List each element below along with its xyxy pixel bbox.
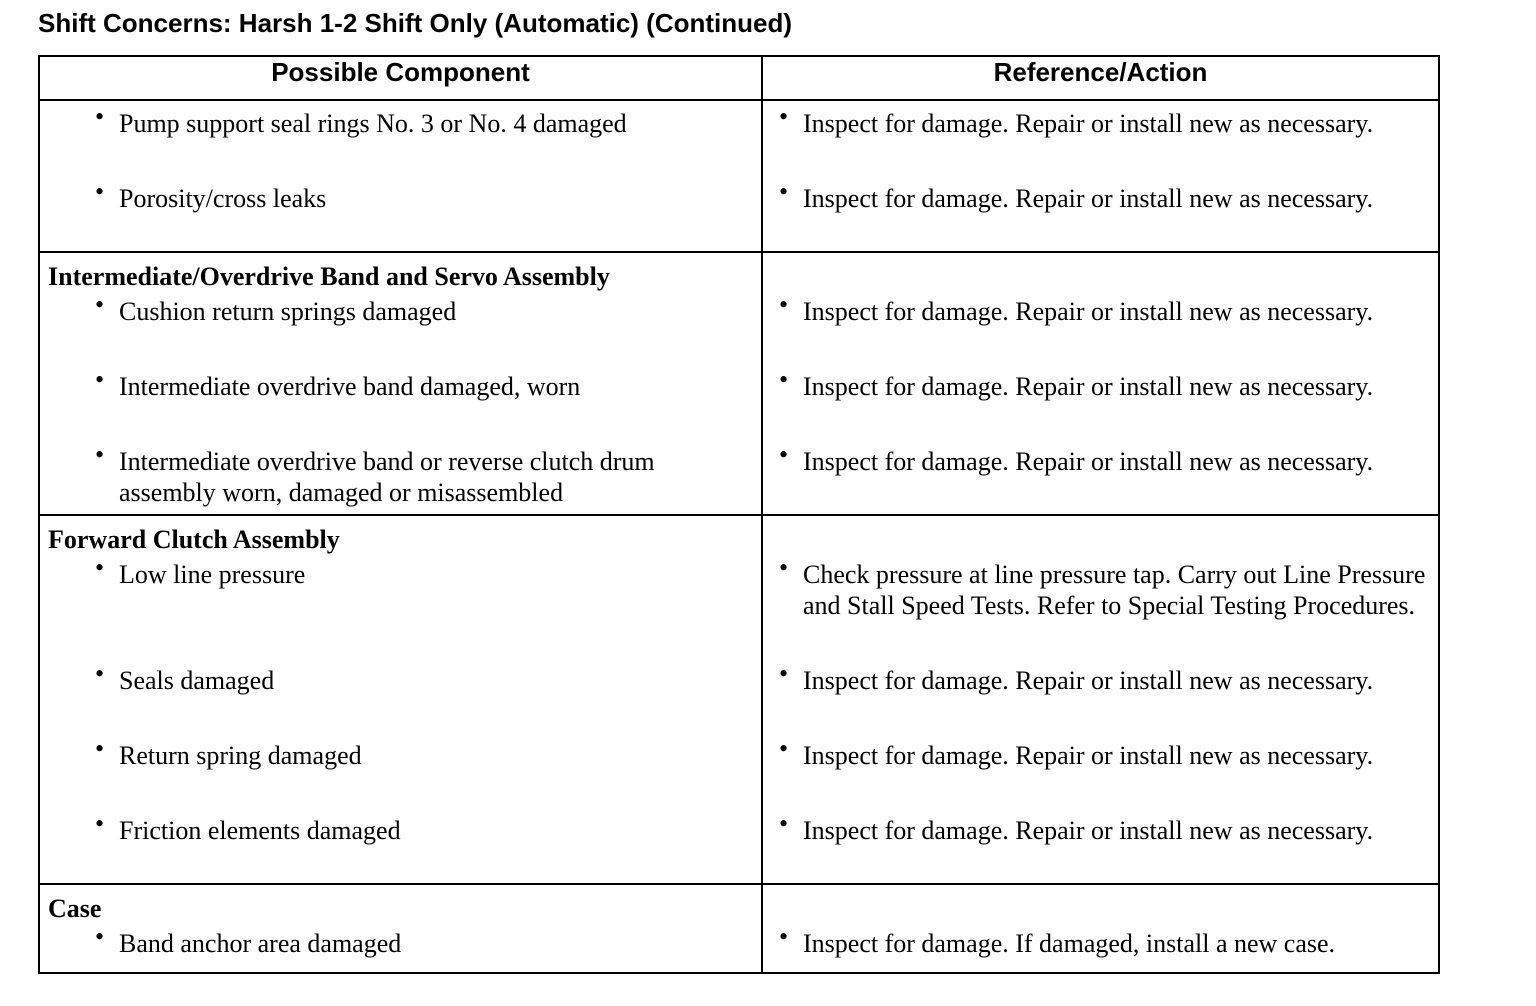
list-item (40, 439, 761, 508)
action-cell (762, 364, 1439, 439)
action-cell-text: Check pressure at line pressure tap. Carry out Line Pressure and Stall Speed Tests. Refer to Special Testing Procedures. (803, 560, 1426, 620)
action-cell (762, 552, 1439, 658)
bullet-icon: • (779, 734, 789, 763)
bullet-icon: • (95, 290, 105, 319)
action-cell (762, 658, 1439, 733)
bullet-icon: • (779, 553, 789, 582)
list-item (763, 733, 1438, 771)
bullet-icon: • (95, 365, 105, 394)
bullet-icon: • (95, 553, 105, 582)
section-header-row (39, 252, 1439, 289)
component-cell-text: Intermediate overdrive band or reverse clutch drum assembly worn, damaged or misassembled (119, 447, 655, 507)
component-cell (39, 658, 762, 733)
list-item (763, 176, 1438, 214)
action-cell-text: Inspect for damage. Repair or install new as necessary. (803, 447, 1374, 476)
component-cell-text: Cushion return springs damaged (119, 297, 457, 326)
section-title: Case (48, 894, 102, 923)
list-item (40, 176, 761, 214)
action-cell (762, 439, 1439, 515)
section-title: Forward Clutch Assembly (48, 525, 340, 554)
bullet-icon: • (779, 102, 789, 131)
component-cell (39, 289, 762, 364)
action-cell-text: Inspect for damage. Repair or install new as necessary. (803, 372, 1374, 401)
bullet-icon: • (779, 290, 789, 319)
list-item (40, 921, 761, 959)
component-cell (39, 364, 762, 439)
action-cell-text: Inspect for damage. Repair or install new as necessary. (803, 666, 1374, 695)
component-cell-text: Friction elements damaged (119, 816, 401, 845)
list-item (763, 439, 1438, 477)
page-title: Shift Concerns: Harsh 1-2 Shift Only (Automatic) (Continued) (38, 8, 793, 38)
section-group (39, 515, 1439, 884)
section-header-empty (762, 884, 1439, 921)
diagnosis-table (38, 55, 1440, 974)
action-cell (762, 289, 1439, 364)
table-row (39, 439, 1439, 515)
section-header-empty (762, 252, 1439, 289)
table-row (39, 289, 1439, 364)
table-row (39, 364, 1439, 439)
bullet-icon: • (95, 809, 105, 838)
table-header (39, 56, 1439, 100)
bullet-icon: • (779, 177, 789, 206)
section-group (39, 252, 1439, 515)
component-cell (39, 921, 762, 973)
bullet-icon: • (95, 734, 105, 763)
component-cell (39, 552, 762, 658)
action-cell (762, 921, 1439, 973)
action-cell-text: Inspect for damage. If damaged, install a new case. (803, 929, 1336, 958)
component-cell-text: Pump support seal rings No. 3 or No. 4 damaged (119, 109, 627, 138)
action-cell-text: Inspect for damage. Repair or install new as necessary. (803, 816, 1374, 845)
action-cell-text: Inspect for damage. Repair or install new as necessary. (803, 109, 1374, 138)
list-item (40, 733, 761, 771)
section-title: Intermediate/Overdrive Band and Servo Assembly (48, 262, 610, 291)
list-item (40, 101, 761, 139)
component-cell-text: Return spring damaged (119, 741, 362, 770)
action-cell-text: Inspect for damage. Repair or install new as necessary. (803, 297, 1374, 326)
table-row (39, 658, 1439, 733)
bullet-icon: • (779, 809, 789, 838)
list-item (40, 552, 761, 590)
list-item (763, 658, 1438, 696)
bullet-icon: • (779, 659, 789, 688)
list-item (40, 808, 761, 846)
header-possible-component: Possible Component (39, 56, 762, 100)
component-cell (39, 176, 762, 252)
action-cell-text: Inspect for damage. Repair or install new as necessary. (803, 741, 1374, 770)
list-item (40, 289, 761, 327)
component-cell (39, 808, 762, 884)
section-group (39, 884, 1439, 973)
list-item (763, 364, 1438, 402)
action-cell (762, 176, 1439, 252)
bullet-icon: • (779, 365, 789, 394)
table-row (39, 552, 1439, 658)
action-cell (762, 808, 1439, 884)
table-row (39, 808, 1439, 884)
action-cell (762, 100, 1439, 176)
component-cell (39, 439, 762, 515)
list-item (763, 808, 1438, 846)
table-row (39, 176, 1439, 252)
component-cell (39, 100, 762, 176)
component-cell-text: Band anchor area damaged (119, 929, 402, 958)
component-cell-text: Porosity/cross leaks (119, 184, 327, 213)
bullet-icon: • (95, 922, 105, 951)
section-header-row (39, 515, 1439, 552)
section-header-empty (762, 515, 1439, 552)
list-item (763, 552, 1438, 621)
component-cell-text: Intermediate overdrive band damaged, worn (119, 372, 581, 401)
action-cell-text: Inspect for damage. Repair or install new as necessary. (803, 184, 1374, 213)
bullet-icon: • (95, 177, 105, 206)
component-cell (39, 733, 762, 808)
bullet-icon: • (779, 922, 789, 951)
bullet-icon: • (95, 440, 105, 469)
action-cell (762, 733, 1439, 808)
list-item (763, 101, 1438, 139)
bullet-icon: • (95, 102, 105, 131)
list-item (763, 289, 1438, 327)
table-row (39, 100, 1439, 176)
list-item (763, 921, 1438, 959)
table-row (39, 921, 1439, 973)
header-reference-action: Reference/Action (762, 56, 1439, 100)
list-item (40, 364, 761, 402)
list-item (40, 658, 761, 696)
section-header-row (39, 884, 1439, 921)
bullet-icon: • (779, 440, 789, 469)
component-cell-text: Seals damaged (119, 666, 275, 695)
bullet-icon: • (95, 659, 105, 688)
table-row (39, 733, 1439, 808)
section-group (39, 100, 1439, 252)
component-cell-text: Low line pressure (119, 560, 306, 589)
